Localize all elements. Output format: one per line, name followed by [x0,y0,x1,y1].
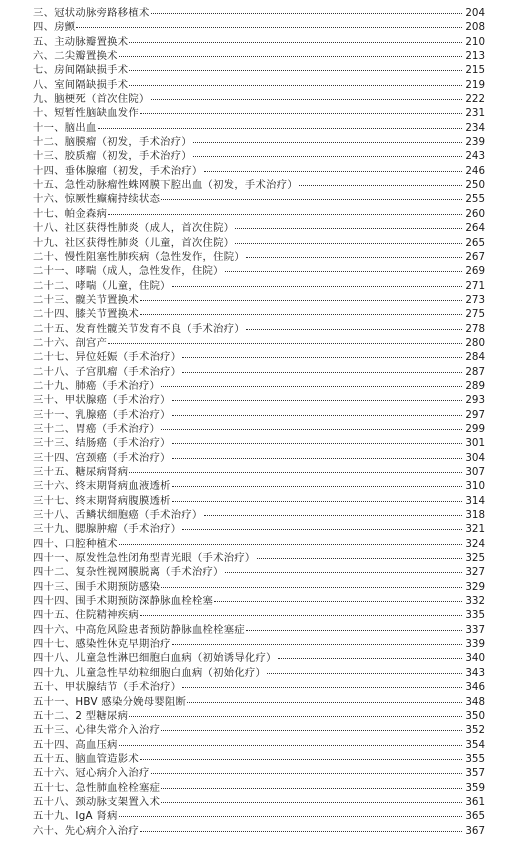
dot-leader [172,500,462,502]
toc-entry-title: 三十、甲状腺癌（手术治疗） [33,394,171,407]
toc-entry[interactable] [33,293,485,307]
dot-leader [151,772,462,774]
toc-entry-page: 310 [465,480,485,493]
toc-entry[interactable] [33,766,485,780]
dot-leader [161,787,462,789]
dot-leader [129,41,462,43]
toc-entry-title: 五、主动脉瓣置换术 [33,35,129,48]
toc-entry-title: 四十、口腔种植术 [33,537,118,550]
toc-entry[interactable] [33,6,485,20]
dot-leader [140,299,462,301]
toc-entry-title: 三十九、腮腺肿瘤（手术治疗） [33,523,182,536]
toc-entry-page: 284 [465,351,485,364]
toc-entry[interactable] [33,178,485,192]
toc-entry-page: 339 [465,638,485,651]
toc-entry-title: 八、室间隔缺损手术 [33,78,129,91]
toc-entry-page: 273 [465,293,485,306]
toc-entry-page: 222 [465,93,485,106]
toc-entry-title: 二十一、哮喘（成人，急性发作，住院） [33,265,224,278]
dot-leader [108,213,462,215]
dot-leader [172,442,462,444]
toc-entry[interactable] [33,594,485,608]
toc-entry-page: 304 [465,451,485,464]
dot-leader [129,471,462,473]
toc-entry-title: 二十七、异位妊娠（手术治疗） [33,351,182,364]
toc-entry-title: 二十四、膝关节置换术 [33,308,139,321]
dot-leader [161,428,462,430]
toc-entry-title: 三十五、糖尿病肾病 [33,466,129,478]
toc-entry-page: 340 [465,652,485,665]
toc-entry[interactable] [33,393,485,407]
toc-entry[interactable] [33,494,485,508]
toc-entry-title: 三十四、宫颈癌（手术治疗） [33,451,171,464]
toc-entry-page: 355 [465,752,485,765]
toc-entry-page: 287 [465,365,485,378]
toc-entry[interactable] [33,192,485,206]
dot-leader [204,170,462,172]
toc-entry-title: 二十、慢性阻塞性肺疾病（急性发作，住院） [33,250,245,263]
dot-leader [98,127,462,129]
toc-entry-page: 246 [465,164,485,177]
dot-leader [161,198,462,200]
toc-entry-page: 299 [465,422,485,435]
toc-entry-title: 二十九、肺癌（手术治疗） [33,379,161,392]
dot-leader [119,815,462,817]
toc-entry-title: 二十二、哮喘（儿童，住院） [33,279,171,292]
dot-leader [161,385,462,387]
toc-entry-title: 七、房间隔缺损手术 [33,64,129,77]
toc-entry[interactable] [33,809,485,823]
toc-entry-page: 215 [465,64,485,77]
dot-leader [187,701,462,703]
dot-leader [257,557,462,559]
toc-entry-page: 332 [465,595,485,608]
toc-entry[interactable] [33,738,485,752]
toc-entry[interactable] [33,680,485,694]
toc-entry-title: 十、短暂性脑缺血发作 [33,107,139,120]
toc-entry[interactable] [33,623,485,637]
toc-entry-page: 354 [465,738,485,751]
toc-entry[interactable] [33,250,485,264]
toc-entry-page: 250 [465,179,485,192]
dot-leader [204,514,462,516]
toc-entry-page: 260 [465,207,485,220]
toc-entry-page: 204 [465,7,485,19]
toc-entry-title: 十六、惊厥性癫痫持续状态 [33,193,161,206]
toc-entry-page: 346 [465,681,485,694]
toc-entry-title: 三十二、胃癌（手术治疗） [33,422,161,435]
toc-entry-title: 十二、脑膜瘤（初发，手术治疗） [33,136,192,149]
dot-leader [129,69,462,71]
toc-entry[interactable] [33,709,485,723]
toc-entry-title: 四十四、围手术期预防深静脉血栓栓塞 [33,595,214,608]
dot-leader [151,98,462,100]
toc-entry[interactable] [33,695,485,709]
toc-entry-title: 三十六、终末期肾病血液透析 [33,480,171,493]
toc-entry[interactable] [33,723,485,737]
toc-entry[interactable] [33,522,485,536]
toc-entry-title: 五十七、急性肺血栓栓塞症 [33,781,161,794]
toc-entry[interactable] [33,565,485,579]
dot-leader [182,371,462,373]
toc-entry-page: 243 [465,150,485,163]
toc-entry[interactable] [33,608,485,622]
toc-entry[interactable] [33,508,485,522]
toc-entry-page: 280 [465,336,485,349]
dot-leader [225,270,462,272]
toc-entry-page: 219 [465,78,485,91]
toc-entry-title: 四十五、住院精神疾病 [33,609,139,622]
dot-leader [140,112,462,114]
toc-entry[interactable] [33,422,485,436]
toc-entry[interactable] [33,651,485,665]
toc-entry-page: 321 [465,523,485,536]
toc-entry-page: 359 [465,781,485,794]
dot-leader [193,155,462,157]
dot-leader [172,643,462,645]
toc-entry-page: 293 [465,394,485,407]
dot-leader [140,830,462,832]
toc-entry[interactable] [33,164,485,178]
toc-entry-title: 四十六、中高危风险患者预防静脉血栓栓塞症 [33,623,245,636]
dot-leader [278,657,462,659]
toc-entry-page: 255 [465,193,485,206]
toc-entry-page: 357 [465,767,485,780]
toc-entry-title: 二十八、子宫肌瘤（手术治疗） [33,365,182,378]
toc-entry-title: 三十七、终末期肾病腹膜透析 [33,494,171,507]
dot-leader [235,242,462,244]
toc-entry-page: 367 [465,824,485,837]
toc-entry-title: 十八、社区获得性肺炎（成人，首次住院） [33,222,235,235]
toc-entry-title: 五十八、颈动脉支架置入术 [33,795,161,808]
toc-entry-title: 四十一、原发性急性闭角型青光眼（手术治疗） [33,552,256,565]
toc-entry[interactable] [33,637,485,651]
toc-entry-title: 二十五、发育性髋关节发育不良（手术治疗） [33,322,245,335]
toc-entry-title: 十七、帕金森病 [33,207,108,220]
toc-entry-title: 二十六、剖宫产 [33,336,108,349]
toc-entry-page: 352 [465,724,485,737]
table-of-contents [33,6,485,838]
toc-entry-page: 297 [465,408,485,421]
toc-entry[interactable] [33,365,485,379]
toc-entry-page: 271 [465,279,485,292]
toc-entry-title: 四十三、围手术期预防感染 [33,580,161,593]
dot-leader [119,744,462,746]
toc-entry[interactable] [33,436,485,450]
toc-entry-title: 三、冠状动脉旁路移植术 [33,7,150,19]
toc-entry-page: 269 [465,265,485,278]
toc-entry-page: 343 [465,666,485,679]
toc-entry-page: 267 [465,250,485,263]
dot-leader [119,55,462,57]
dot-leader [172,414,462,416]
toc-entry[interactable] [33,551,485,565]
toc-entry[interactable] [33,135,485,149]
dot-leader [119,543,462,545]
toc-entry-page: 361 [465,795,485,808]
toc-entry-title: 六十、先心病介入治疗 [33,824,139,837]
dot-leader [161,801,462,803]
toc-entry[interactable] [33,580,485,594]
dot-leader [246,328,462,330]
toc-entry-page: 265 [465,236,485,249]
dot-leader [193,141,462,143]
toc-entry-page: 301 [465,437,485,450]
toc-entry[interactable] [33,149,485,163]
dot-leader [267,672,462,674]
toc-entry-title: 十三、胶质瘤（初发，手术治疗） [33,150,192,163]
toc-entry-title: 十九、社区获得性肺炎（儿童，首次住院） [33,236,235,249]
toc-entry-title: 五十九、IgA 肾病 [33,810,118,823]
toc-entry-page: 318 [465,509,485,522]
toc-entry-title: 五十二、2 型糖尿病 [33,709,129,722]
dot-leader [235,227,462,229]
toc-entry[interactable] [33,106,485,120]
toc-entry-page: 307 [465,466,485,478]
dot-leader [172,285,462,287]
toc-entry-title: 九、脑梗死（首次住院） [33,93,150,106]
toc-entry[interactable] [33,121,485,135]
toc-entry[interactable] [33,92,485,106]
toc-entry-title: 四、房颤 [33,21,76,34]
toc-entry[interactable] [33,537,485,551]
dot-leader [129,84,462,86]
toc-entry[interactable] [33,379,485,393]
toc-entry[interactable] [33,752,485,766]
toc-entry-title: 五十、甲状腺结节（手术治疗） [33,681,182,694]
toc-entry[interactable] [33,795,485,809]
toc-entry-title: 六、二尖瓣置换术 [33,50,118,63]
toc-entry-title: 四十八、儿童急性淋巴细胞白血病（初始诱导化疗） [33,652,277,665]
toc-entry[interactable] [33,63,485,77]
dot-leader [214,600,462,602]
dot-leader [246,256,462,258]
dot-leader [172,399,462,401]
toc-entry-title: 四十二、复杂性视网膜脱离（手术治疗） [33,566,224,579]
toc-entry-title: 五十三、心律失常介入治疗 [33,724,161,737]
toc-entry-page: 314 [465,494,485,507]
dot-leader [140,313,462,315]
toc-entry-page: 275 [465,308,485,321]
toc-entry-title: 五十六、冠心病介入治疗 [33,767,150,780]
toc-entry[interactable] [33,781,485,795]
toc-entry-title: 五十五、脑血管造影术 [33,752,139,765]
dot-leader [172,485,462,487]
toc-entry-page: 278 [465,322,485,335]
toc-entry[interactable] [33,824,485,838]
toc-entry[interactable] [33,221,485,235]
toc-entry-title: 二十三、髋关节置换术 [33,293,139,306]
toc-entry[interactable] [33,207,485,221]
dot-leader [140,758,462,760]
toc-entry-page: 239 [465,136,485,149]
toc-entry-page: 210 [465,35,485,48]
toc-entry-page: 231 [465,107,485,120]
dot-leader [172,457,462,459]
dot-leader [246,629,462,631]
dot-leader [161,729,462,731]
toc-entry-page: 337 [465,623,485,636]
dot-leader [108,342,462,344]
toc-entry-page: 324 [465,537,485,550]
toc-entry-page: 289 [465,379,485,392]
toc-entry[interactable] [33,666,485,680]
toc-entry[interactable] [33,350,485,364]
toc-entry[interactable] [33,49,485,63]
toc-entry-title: 十一、脑出血 [33,121,97,134]
toc-entry-page: 365 [465,810,485,823]
toc-entry[interactable] [33,451,485,465]
toc-entry[interactable] [33,78,485,92]
toc-entry-title: 三十三、结肠癌（手术治疗） [33,437,171,450]
toc-entry-title: 五十四、高血压病 [33,738,118,751]
dot-leader [299,184,462,186]
toc-entry[interactable] [33,264,485,278]
toc-entry[interactable] [33,236,485,250]
toc-entry-title: 三十八、舌鳞状细胞癌（手术治疗） [33,509,203,522]
dot-leader [151,12,462,14]
dot-leader [225,571,462,573]
toc-entry[interactable] [33,35,485,49]
toc-entry-title: 四十九、儿童急性早幼粒细胞白血病（初始化疗） [33,666,267,679]
toc-entry[interactable] [33,465,485,479]
toc-entry-page: 264 [465,222,485,235]
toc-entry-page: 327 [465,566,485,579]
toc-entry-title: 四十七、感染性休克早期治疗 [33,638,171,651]
toc-entry-title: 十五、急性动脉瘤性蛛网膜下腔出血（初发，手术治疗） [33,179,298,192]
toc-entry[interactable] [33,307,485,321]
toc-entry[interactable] [33,20,485,34]
toc-entry[interactable] [33,336,485,350]
toc-entry[interactable] [33,408,485,422]
toc-entry[interactable] [33,279,485,293]
dot-leader [140,614,462,616]
toc-entry-page: 329 [465,580,485,593]
dot-leader [161,586,462,588]
toc-entry-page: 208 [465,21,485,34]
dot-leader [129,715,462,717]
dot-leader [182,356,462,358]
toc-entry-title: 十四、垂体腺瘤（初发，手术治疗） [33,164,203,177]
toc-entry-page: 234 [465,121,485,134]
toc-entry-title: 三十一、乳腺癌（手术治疗） [33,408,171,421]
toc-entry[interactable] [33,322,485,336]
toc-entry-page: 325 [465,552,485,565]
toc-entry-page: 350 [465,709,485,722]
toc-entry-page: 348 [465,695,485,708]
dot-leader [182,686,462,688]
toc-entry[interactable] [33,479,485,493]
dot-leader [76,26,462,28]
dot-leader [182,528,462,530]
toc-entry-title: 五十一、HBV 感染分娩母婴阻断 [33,695,187,708]
toc-entry-page: 213 [465,50,485,63]
toc-entry-page: 335 [465,609,485,622]
